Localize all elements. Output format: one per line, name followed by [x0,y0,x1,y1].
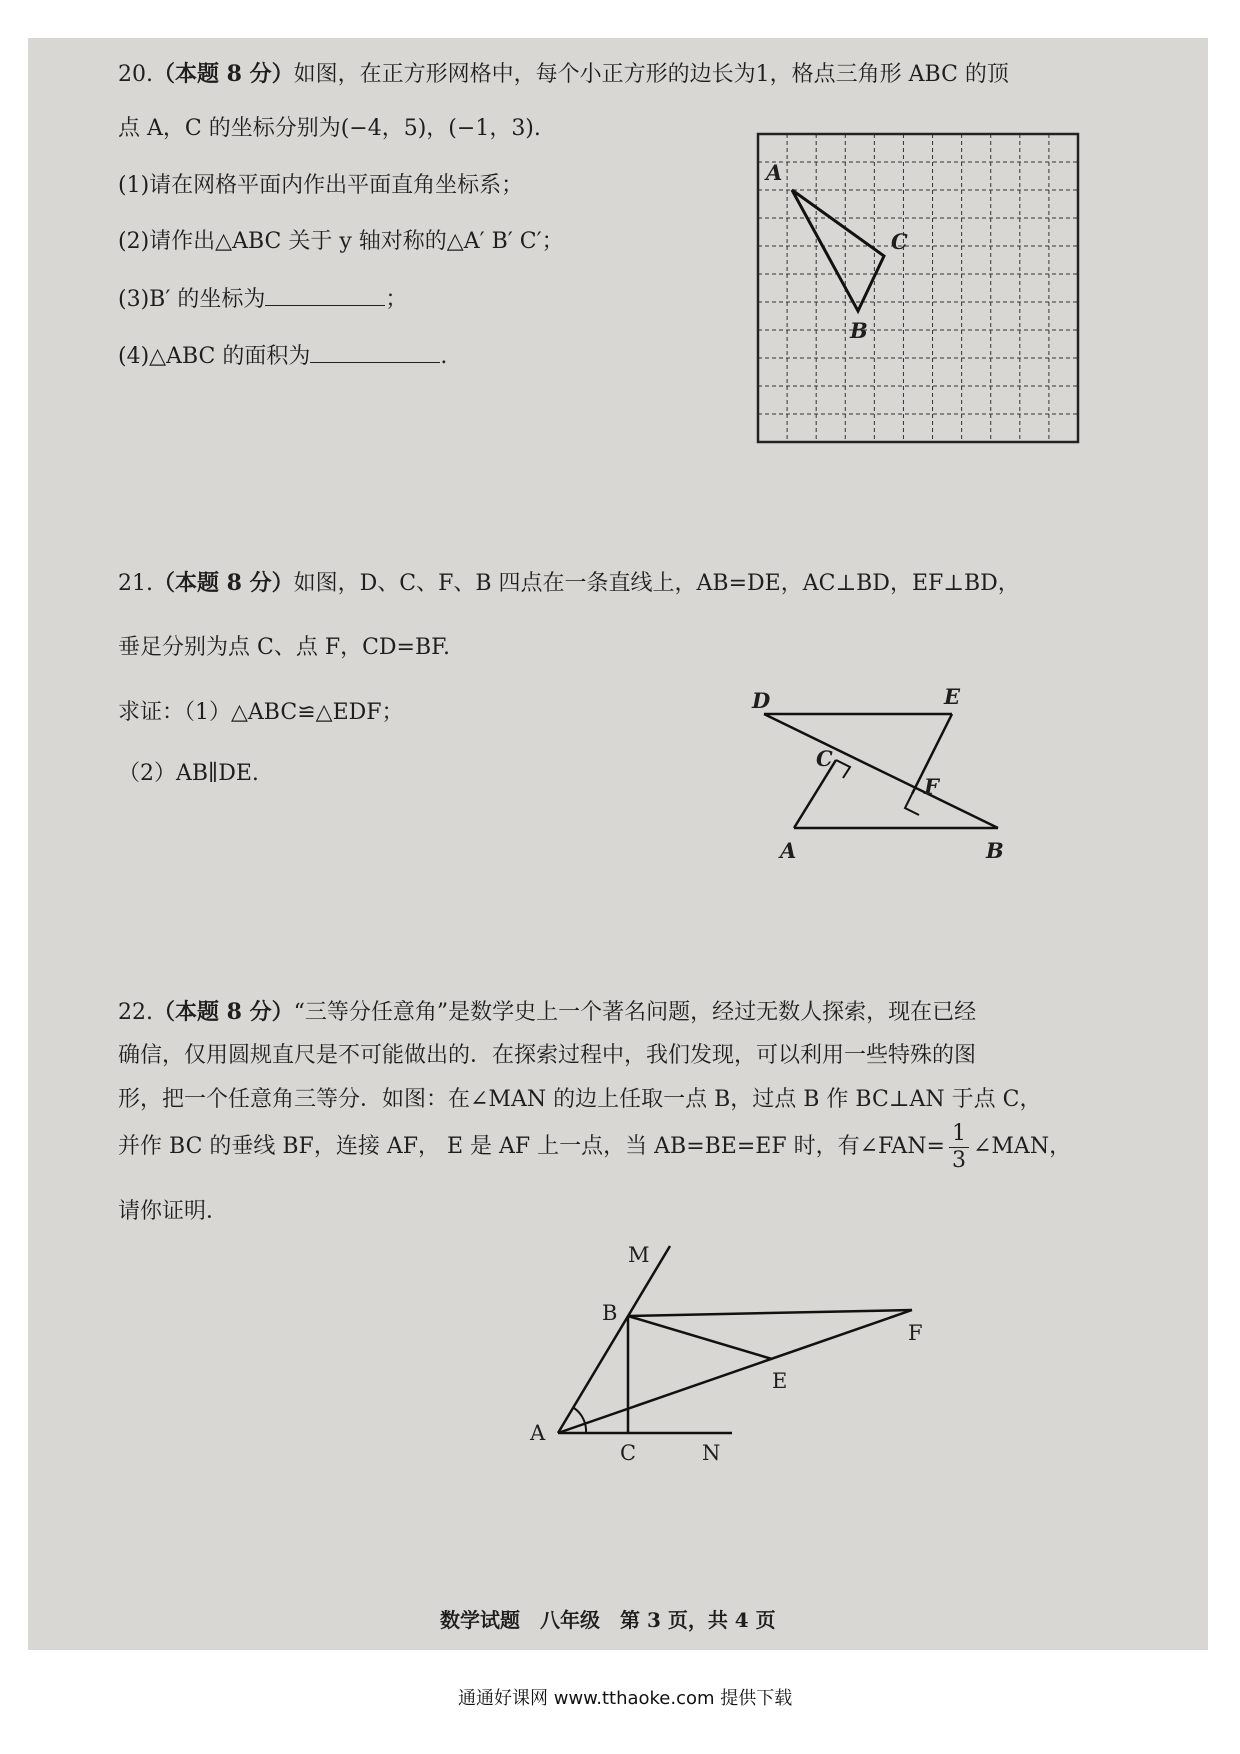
q20-part1: (1)请在网格平面内作出平面直角坐标系； [118,173,524,198]
page-footer: 数学试题 八年级 第 3 页，共 4 页 [440,1608,776,1632]
q20-score: （本题 8 分） [153,61,294,87]
q22-label-m: M [628,1243,650,1267]
q21-stem-1: 如图，D、C、F、B 四点在一条直线上，AB=DE，AC⊥BD，EF⊥BD， [293,571,1020,596]
q22-label-a: A [530,1421,546,1445]
q21-label-b: B [986,838,1004,863]
q22-angle-arc [574,1408,586,1433]
q20-part2: (2)请作出△ABC 关于 y 轴对称的△A′ B′ C′； [118,229,564,254]
download-credit: 通通好课网 www.tthaoke.com 提供下载 [458,1688,793,1709]
q21-label-e: E [944,684,961,709]
q21-stem-2: 垂足分别为点 C、点 F，CD=BF. [118,635,450,660]
q21-number: 21. [118,571,153,596]
q21-label-a: A [780,838,797,863]
q22-score: （本题 8 分） [153,999,294,1025]
q20-part3-suffix: ； [385,287,408,312]
q20-stem-1: 如图，在正方形网格中，每个小正方形的边长为1，格点三角形 ABC 的顶 [293,62,1009,87]
q20-label-c: C [891,229,908,254]
q22-number: 22. [118,1000,153,1025]
q20-part4-prefix: (4)△ABC 的面积为 [118,344,311,369]
q22-text-4-suffix: ∠MAN， [972,1134,1072,1159]
q21-line1 [118,567,1020,600]
q21-label-d: D [752,688,771,713]
q20-answer-blank-3[interactable] [265,283,385,306]
q21-label-c: C [816,746,833,771]
q21-label-f: F [924,774,939,799]
q22-label-e: E [772,1369,788,1393]
q20-label-a: A [766,160,783,185]
q22-line1 [118,996,976,1029]
q21-prove-1: 求证：（1）△ABC≌△EDF； [118,700,404,725]
q20-grid-border [758,134,1078,442]
q20-part4-suffix: . [440,344,448,369]
q22-text-5: 请你证明． [118,1199,229,1224]
q22-text-4-prefix: 并作 BC 的垂线 BF，连接 AF， E 是 AF 上一点，当 AB=BE=EF 时，有∠FAN= [118,1134,945,1159]
q22-text-3: 形，把一个任意角三等分．如图：在∠MAN 的边上任取一点 B，过点 B 作 BC⊥AN 于点 C， [118,1087,1042,1112]
q22-fraction-one-third [949,1121,969,1174]
q20-grid-lines [758,134,1078,442]
q20-stem-2: 点 A，C 的坐标分别为(−4，5)，(−1，3). [118,116,541,141]
q21-prove-2: （2）AB∥DE. [118,761,259,786]
q20-part4 [118,340,447,373]
q21-right-angle-c [836,760,850,778]
q21-segment-db [764,714,998,828]
q22-figure [510,1228,950,1468]
q20-number: 20. [118,62,153,87]
q20-answer-blank-4[interactable] [310,340,440,363]
q22-text-2: 确信，仅用圆规直尺是不可能做出的．在探索过程中，我们发现，可以利用一些特殊的图 [118,1043,977,1068]
q20-part3 [118,283,407,316]
q22-label-f: F [908,1321,923,1345]
q20-triangle-abc [792,190,884,311]
q22-segment-be [628,1316,772,1359]
q22-segment-bf [628,1310,912,1316]
q22-label-n: N [702,1441,721,1465]
q21-right-angle-f [905,794,919,815]
q22-fraction-denominator: 3 [951,1147,966,1173]
q20-part3-prefix: (3)B′ 的坐标为 [118,287,266,312]
q20-grid-figure [750,128,1090,448]
q21-score: （本题 8 分） [153,570,294,596]
q22-text-1: “三等分任意角”是数学史上一个著名问题，经过无数人探索，现在已经 [293,1000,977,1025]
q22-ray-am [558,1246,670,1433]
q22-label-c: C [620,1441,637,1465]
q20-label-b: B [850,318,868,343]
q22-fraction-numerator: 1 [949,1121,969,1148]
q21-figure [740,680,1020,880]
q22-line4 [118,1112,1071,1182]
q20-line1 [118,58,1009,91]
q22-label-b: B [602,1301,618,1325]
q22-segment-af [558,1310,912,1433]
